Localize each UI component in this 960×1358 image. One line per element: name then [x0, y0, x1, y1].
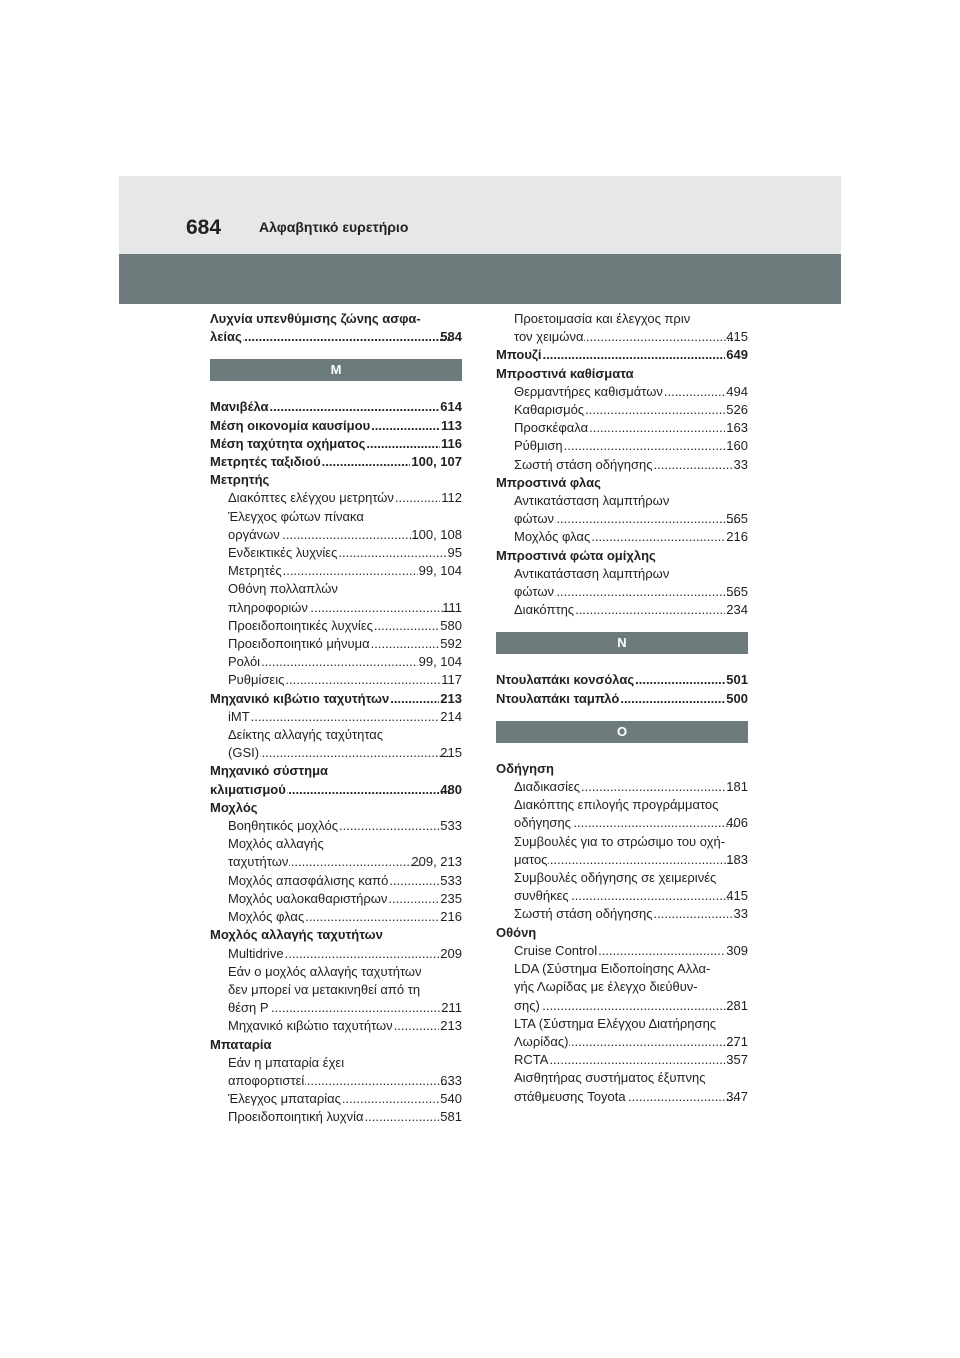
index-subentry: Μοχλός αλλαγής ταχυτήτων ..... 209, 213	[210, 835, 462, 871]
index-subentry: Μοχλός υαλοκαθαριστήρων ..... 235	[210, 890, 462, 908]
index-subentry: RCTA ..... 357	[496, 1051, 748, 1069]
index-subentry: Προετοιμασία και έλεγχος πριν τον χειμώνα ..... 415	[496, 310, 748, 346]
index-entry: Μπαταρία	[210, 1036, 272, 1052]
index-subentry: Αντικατάσταση λαμπτήρων φώτων ..... 565	[496, 492, 748, 528]
index-entry: Μπροστινά φλας	[496, 474, 601, 490]
index-subentry: Διακόπτες ελέγχου μετρητών ..... 112	[210, 489, 462, 507]
index-entry: Μετρητές ταξιδιού ..... 100, 107	[210, 453, 462, 471]
index-subentry: Μοχλός φλας ..... 216	[496, 528, 748, 546]
index-subentry: Εάν η μπαταρία έχει αποφορτιστεί ..... 633	[210, 1054, 462, 1090]
index-subentry: Αντικατάσταση λαμπτήρων φώτων ..... 565	[496, 565, 748, 601]
index-entry: Μανιβέλα ..... 614	[210, 398, 462, 416]
index-subentry: Διακόπτης επιλογής προγράμματος οδήγησης ..... 406	[496, 796, 748, 832]
index-entry: Μοχλός	[210, 799, 258, 815]
index-subentry: LDA (Σύστημα Ειδοποίησης Αλλα- γής Λωρίδας με έλεγχο διεύθυν- σης) ..... 281	[496, 960, 748, 1015]
index-subentry: Σωστή στάση οδήγησης ..... 33	[496, 905, 748, 923]
index-entry: Μπροστινά καθίσματα	[496, 365, 634, 381]
index-entry: Ντουλαπάκι κονσόλας ..... 501	[496, 671, 748, 689]
index-entry: Οθόνη	[496, 924, 537, 940]
index-subentry: Διαδικασίες ..... 181	[496, 778, 748, 796]
index-subentry: Cruise Control ..... 309	[496, 942, 748, 960]
index-column-left	[210, 310, 462, 1127]
index-entry: Ντουλαπάκι ταμπλό ..... 500	[496, 690, 748, 708]
index-entry: Λυχνία υπενθύμισης ζώνης ασφα- λείας ..... 584	[210, 310, 462, 346]
letter-heading-o: Ο	[496, 721, 748, 743]
index-subentry: Προειδοποιητικό μήνυμα ..... 592	[210, 635, 462, 653]
index-subentry: Μοχλός φλας ..... 216	[210, 908, 462, 926]
index-entry: Οδήγηση	[496, 760, 554, 776]
index-subentry: Οθόνη πολλαπλών πληροφοριών ..... 111	[210, 580, 462, 616]
section-title: Αλφαβητικό ευρετήριο	[259, 219, 409, 235]
index-subentry: Έλεγχος μπαταρίας ..... 540	[210, 1090, 462, 1108]
letter-heading-n: Ν	[496, 632, 748, 654]
index-subentry: Ρυθμίσεις ..... 117	[210, 671, 462, 689]
index-subentry: Προειδοποιητικές λυχνίες ..... 580	[210, 617, 462, 635]
index-subentry: Αισθητήρας συστήματος έξυπνης στάθμευσης Toyota ..... 347	[496, 1069, 748, 1105]
index-entry: Μοχλός αλλαγής ταχυτήτων	[210, 927, 383, 943]
index-subentry: Προειδοποιητική λυχνία ..... 581	[210, 1108, 462, 1126]
letter-heading-m: Μ	[210, 359, 462, 381]
index-subentry: Διακόπτης ..... 234	[496, 601, 748, 619]
index-subentry: Μετρητές ..... 99, 104	[210, 562, 462, 580]
header-band	[119, 254, 841, 304]
index-subentry: LTA (Σύστημα Ελέγχου Διατήρησης Λωρίδας) ..... 271	[496, 1015, 748, 1051]
index-subentry: Μηχανικό κιβώτιο ταχυτήτων ..... 213	[210, 1017, 462, 1035]
index-column-right	[496, 310, 748, 1106]
index-entry: Μετρητής	[210, 472, 270, 488]
index-entry: Μηχανικό κιβώτιο ταχυτήτων ..... 213	[210, 690, 462, 708]
index-subentry: Προσκέφαλα ..... 163	[496, 419, 748, 437]
page-number: 684	[186, 216, 222, 239]
index-subentry: Συμβουλές οδήγησης σε χειμερινές συνθήκες ..... 415	[496, 869, 748, 905]
index-subentry: Ενδεικτικές λυχνίες ..... 95	[210, 544, 462, 562]
index-subentry: Μοχλός απασφάλισης καπό ..... 533	[210, 872, 462, 890]
index-subentry: Καθαρισμός ..... 526	[496, 401, 748, 419]
index-subentry: Συμβουλές για το στρώσιμο του οχή- ματος ..... 183	[496, 833, 748, 869]
index-subentry: Έλεγχος φώτων πίνακα οργάνων ..... 100, 108	[210, 508, 462, 544]
page-header	[119, 176, 841, 304]
index-entry: Μέση οικονομία καυσίμου ..... 113	[210, 417, 462, 435]
index-entry: Μηχανικό σύστημα κλιματισμού ..... 480	[210, 762, 462, 798]
index-subentry: Multidrive ..... 209	[210, 945, 462, 963]
index-subentry: Δείκτης αλλαγής ταχύτητας (GSI) ..... 215	[210, 726, 462, 762]
index-subentry: Ρολόι ..... 99, 104	[210, 653, 462, 671]
index-entry: Μπροστινά φώτα ομίχλης	[496, 547, 656, 563]
index-subentry: Θερμαντήρες καθισμάτων ..... 494	[496, 383, 748, 401]
index-subentry: Εάν ο μοχλός αλλαγής ταχυτήτων δεν μπορεί να μετακινηθεί από τη θέση P ..... 211	[210, 963, 462, 1018]
index-subentry: Ρύθμιση ..... 160	[496, 437, 748, 455]
index-subentry: Σωστή στάση οδήγησης ..... 33	[496, 456, 748, 474]
index-subentry: Βοηθητικός μοχλός ..... 533	[210, 817, 462, 835]
index-entry: Μέση ταχύτητα οχήματος ..... 116	[210, 435, 462, 453]
index-subentry: iMT ..... 214	[210, 708, 462, 726]
index-entry: Μπουζί ..... 649	[496, 346, 748, 364]
